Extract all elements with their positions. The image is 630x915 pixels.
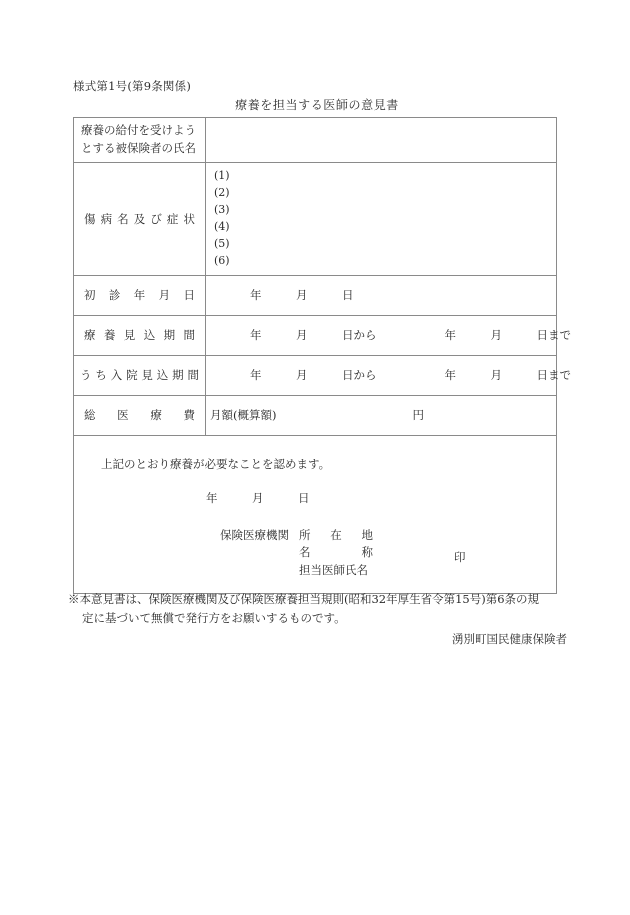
footnote-line-2: 定に基づいて無償で発行方をお願いするものです。 bbox=[82, 610, 346, 625]
field-hospitalization-period[interactable] bbox=[206, 355, 571, 395]
field-address-row[interactable] bbox=[299, 527, 373, 544]
day-marker: 日 bbox=[342, 288, 354, 303]
field-institution-name-label: 名称 bbox=[299, 545, 373, 560]
certification-block bbox=[74, 436, 556, 593]
table-row-certification bbox=[74, 435, 557, 593]
day-to-marker: 日まで bbox=[536, 328, 571, 343]
certification-statement: 上記のとおり療養が必要なことを認めます。 bbox=[101, 456, 331, 471]
label-symptoms-text: 傷病名及び症状 bbox=[84, 211, 195, 226]
table-row-total-medical-fee bbox=[74, 395, 557, 435]
table-row-first-visit-date bbox=[74, 275, 557, 315]
year-marker-to: 年 bbox=[444, 328, 456, 343]
year-marker-from: 年 bbox=[250, 368, 262, 383]
opinion-form-table bbox=[73, 117, 571, 594]
medical-institution-fields bbox=[299, 527, 373, 579]
footnote-line-1: ※本意見書は、保険医療機関及び保険医療養担当規則(昭和32年厚生省令第15号)第6条の規 bbox=[68, 592, 540, 606]
hospitalization-period-row bbox=[206, 367, 571, 383]
list-item[interactable]: (3) bbox=[214, 202, 230, 216]
table-row-insured-name bbox=[74, 118, 557, 163]
footnote bbox=[68, 590, 568, 627]
label-symptoms bbox=[74, 163, 206, 276]
label-total-medical-fee-text: 総医療費 bbox=[84, 408, 195, 423]
fee-line bbox=[206, 407, 556, 423]
label-insured-name bbox=[74, 118, 206, 163]
year-marker: 年 bbox=[250, 288, 262, 303]
month-marker-from: 月 bbox=[296, 328, 308, 343]
year-marker-to: 年 bbox=[444, 368, 456, 383]
year-marker: 年 bbox=[206, 490, 218, 505]
field-institution-name-row[interactable] bbox=[299, 544, 373, 561]
month-marker: 月 bbox=[252, 490, 264, 505]
page-title bbox=[0, 96, 630, 113]
field-doctor-name-row[interactable] bbox=[299, 562, 373, 579]
field-first-visit-date[interactable] bbox=[206, 275, 557, 315]
day-from-marker: 日から bbox=[342, 368, 377, 383]
day-marker: 日 bbox=[298, 490, 310, 505]
month-marker-from: 月 bbox=[296, 368, 308, 383]
label-insured-name-text: 療養の給付を受けよう とする被保険者の氏名 bbox=[81, 123, 196, 155]
month-marker-to: 月 bbox=[490, 368, 502, 383]
label-treatment-period-text: 療養見込期間 bbox=[84, 328, 195, 343]
field-total-medical-fee[interactable] bbox=[206, 395, 557, 435]
field-address-label: 所在地 bbox=[299, 528, 373, 543]
list-item[interactable]: (2) bbox=[214, 185, 230, 199]
table-row-symptoms bbox=[74, 163, 557, 276]
field-treatment-period[interactable] bbox=[206, 315, 571, 355]
month-marker: 月 bbox=[296, 288, 308, 303]
list-item[interactable]: (5) bbox=[214, 236, 230, 250]
label-hospitalization-period-text: うち入院見込期間 bbox=[80, 368, 199, 383]
day-to-marker: 日まで bbox=[536, 368, 571, 383]
first-visit-date-row bbox=[206, 287, 556, 303]
label-hospitalization-period bbox=[74, 355, 206, 395]
label-first-visit-date bbox=[74, 275, 206, 315]
field-symptoms[interactable] bbox=[206, 163, 557, 276]
field-doctor-name-label: 担当医師氏名 bbox=[299, 562, 368, 577]
form-number: 様式第1号(第9条関係) bbox=[73, 79, 192, 93]
year-marker-from: 年 bbox=[250, 328, 262, 343]
table-row-treatment-period bbox=[74, 315, 557, 355]
label-total-medical-fee bbox=[74, 395, 206, 435]
issuer-name: 湧別町国民健康保険者 bbox=[452, 632, 567, 646]
label-first-visit-date-text: 初診年月日 bbox=[84, 288, 195, 303]
certification-cell bbox=[74, 435, 557, 593]
field-insured-name[interactable] bbox=[206, 118, 557, 163]
medical-institution-label: 保険医療機関 bbox=[220, 528, 289, 543]
page-title-text: 療養を担当する医師の意見書 bbox=[235, 98, 399, 112]
symptom-item-list bbox=[206, 163, 556, 275]
day-from-marker: 日から bbox=[342, 328, 377, 343]
seal-icon: 印 bbox=[454, 550, 466, 565]
month-marker-to: 月 bbox=[490, 328, 502, 343]
certification-date-row[interactable] bbox=[74, 473, 556, 507]
currency-unit: 円 bbox=[412, 408, 424, 423]
monthly-amount-label: 月額(概算額) bbox=[210, 408, 277, 423]
table-row-hospitalization-period bbox=[74, 355, 557, 395]
list-item[interactable]: (4) bbox=[214, 219, 230, 233]
list-item[interactable]: (6) bbox=[214, 253, 230, 267]
medical-institution-block bbox=[74, 507, 556, 579]
label-treatment-period bbox=[74, 315, 206, 355]
treatment-period-row bbox=[206, 327, 571, 343]
list-item[interactable]: (1) bbox=[214, 169, 230, 182]
